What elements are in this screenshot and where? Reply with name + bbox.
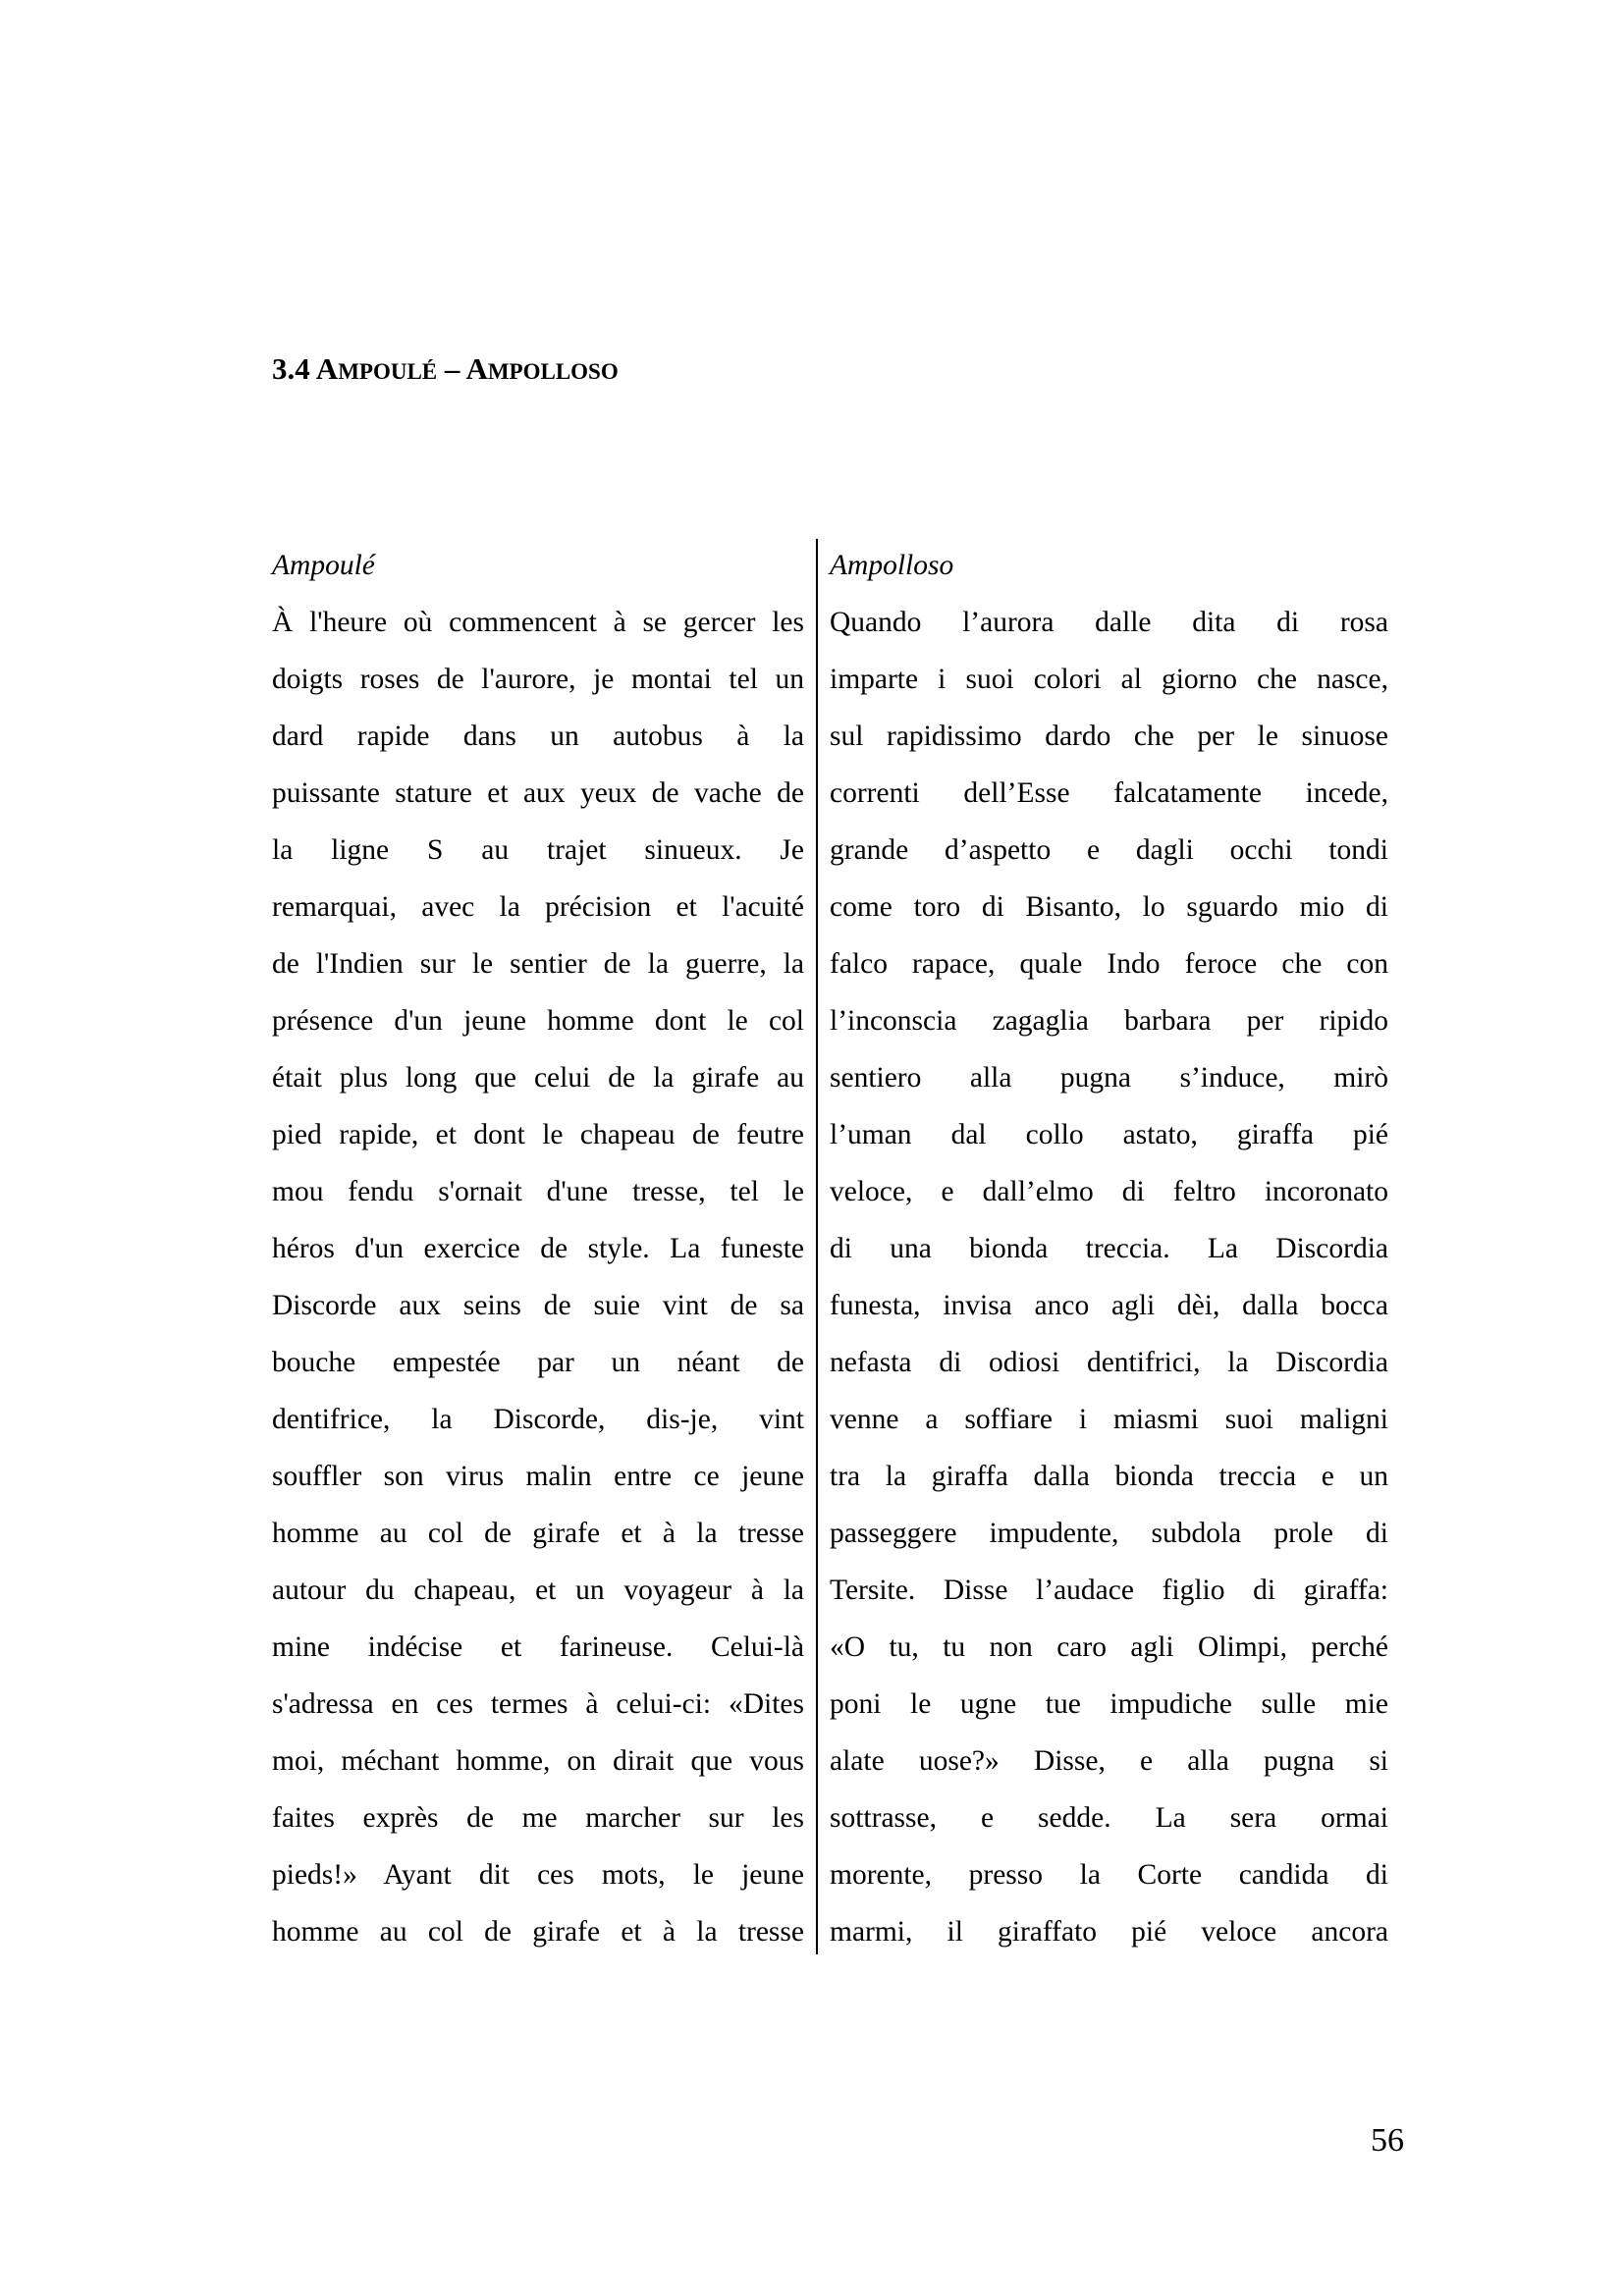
french-text-line: remarquai, avec la précision et l'acuité <box>272 891 804 923</box>
italian-text-line: sottrasse, e sedde. La sera ormai <box>830 1802 1388 1834</box>
french-text-line: héros d'un exercice de style. La funeste <box>272 1233 804 1264</box>
french-text-line: pied rapide, et dont le chapeau de feutre <box>272 1119 804 1150</box>
french-text-line: moi, méchant homme, on dirait que vous <box>272 1745 804 1777</box>
heading-right-rest: MPOLLOSO <box>487 359 619 384</box>
italian-text-line: nefasta di odiosi dentifrici, la Discordia <box>830 1347 1388 1378</box>
page-number: 56 <box>1371 2122 1404 2159</box>
french-text-line: de l'Indien sur le sentier de la guerre, la <box>272 948 804 980</box>
italian-column <box>818 537 1388 1952</box>
italian-text-line: sul rapidissimo dardo che per le sinuose <box>830 721 1388 752</box>
italian-text-line: morente, presso la Corte candida di <box>830 1859 1388 1891</box>
french-text-line: homme au col de girafe et à la tresse <box>272 1916 804 1948</box>
italian-text-line: alate uose?» Disse, e alla pugna si <box>830 1745 1388 1777</box>
italian-text-line: Tersite. Disse l’audace figlio di giraffa: <box>830 1575 1388 1606</box>
french-text-line: mine indécise et farineuse. Celui-là <box>272 1631 804 1663</box>
french-text-line: pieds!» Ayant dit ces mots, le jeune <box>272 1859 804 1891</box>
italian-text-line: grande d’aspetto e dagli occhi tondi <box>830 834 1388 866</box>
french-column-title: Ampoulé <box>272 550 375 581</box>
french-text-line: autour du chapeau, et un voyageur à la <box>272 1575 804 1606</box>
italian-text-line: tra la giraffa dalla bionda treccia e un <box>830 1461 1388 1492</box>
italian-text-line: Quando l’aurora dalle dita di rosa <box>830 607 1388 638</box>
italian-text-body <box>830 594 1388 1960</box>
french-text-line: la ligne S au trajet sinueux. Je <box>272 834 804 866</box>
italian-text-line: sentiero alla pugna s’induce, mirò <box>830 1062 1388 1094</box>
italian-text-line: correnti dell’Esse falcatamente incede, <box>830 777 1388 809</box>
french-text-line: À l'heure où commencent à se gercer les <box>272 607 804 638</box>
french-text-line: s'adressa en ces termes à celui-ci: «Dites <box>272 1688 804 1720</box>
french-text-line: dentifrice, la Discorde, dis-je, vint <box>272 1404 804 1435</box>
italian-text-line: falco rapace, quale Indo feroce che con <box>830 948 1388 980</box>
section-number: 3.4 <box>272 351 310 386</box>
heading-dash: – <box>444 351 460 386</box>
italian-text-line: poni le ugne tue impudiche sulle mie <box>830 1688 1388 1720</box>
french-column <box>272 537 816 1952</box>
french-text-line: puissante stature et aux yeux de vache de <box>272 777 804 809</box>
french-text-line: Discorde aux seins de suie vint de sa <box>272 1290 804 1321</box>
italian-text-line: funesta, invisa anco agli dèi, dalla bocca <box>830 1290 1388 1321</box>
parallel-text-columns <box>272 537 1388 1952</box>
heading-right-initial: A <box>465 351 488 386</box>
italian-column-title: Ampolloso <box>830 550 954 581</box>
italian-text-line: marmi, il giraffato pié veloce ancora <box>830 1916 1388 1948</box>
italian-text-line: come toro di Bisanto, lo sguardo mio di <box>830 891 1388 923</box>
italian-text-line: veloce, e dall’elmo di feltro incoronato <box>830 1176 1388 1207</box>
french-text-line: homme au col de girafe et à la tresse <box>272 1518 804 1549</box>
italian-text-line: di una bionda treccia. La Discordia <box>830 1233 1388 1264</box>
heading-left-initial: A <box>315 351 339 386</box>
french-text-line: présence d'un jeune homme dont le col <box>272 1005 804 1037</box>
french-text-body <box>272 594 804 1960</box>
french-text-line: dard rapide dans un autobus à la <box>272 721 804 752</box>
italian-text-line: «O tu, tu non caro agli Olimpi, perché <box>830 1631 1388 1663</box>
italian-text-line: passeggere impudente, subdola prole di <box>830 1518 1388 1549</box>
section-heading <box>272 351 619 387</box>
french-text-line: faites exprès de me marcher sur les <box>272 1802 804 1834</box>
italian-text-line: l’uman dal collo astato, giraffa pié <box>830 1119 1388 1150</box>
italian-text-line: imparte i suoi colori al giorno che nasce, <box>830 664 1388 695</box>
french-text-line: mou fendu s'ornait d'une tresse, tel le <box>272 1176 804 1207</box>
italian-text-line: l’inconscia zagaglia barbara per ripido <box>830 1005 1388 1037</box>
french-text-line: était plus long que celui de la girafe au <box>272 1062 804 1094</box>
french-text-line: bouche empestée par un néant de <box>272 1347 804 1378</box>
heading-left-rest: MPOULÉ <box>338 359 438 384</box>
french-text-line: doigts roses de l'aurore, je montai tel un <box>272 664 804 695</box>
italian-text-line: venne a soffiare i miasmi suoi maligni <box>830 1404 1388 1435</box>
french-text-line: souffler son virus malin entre ce jeune <box>272 1461 804 1492</box>
